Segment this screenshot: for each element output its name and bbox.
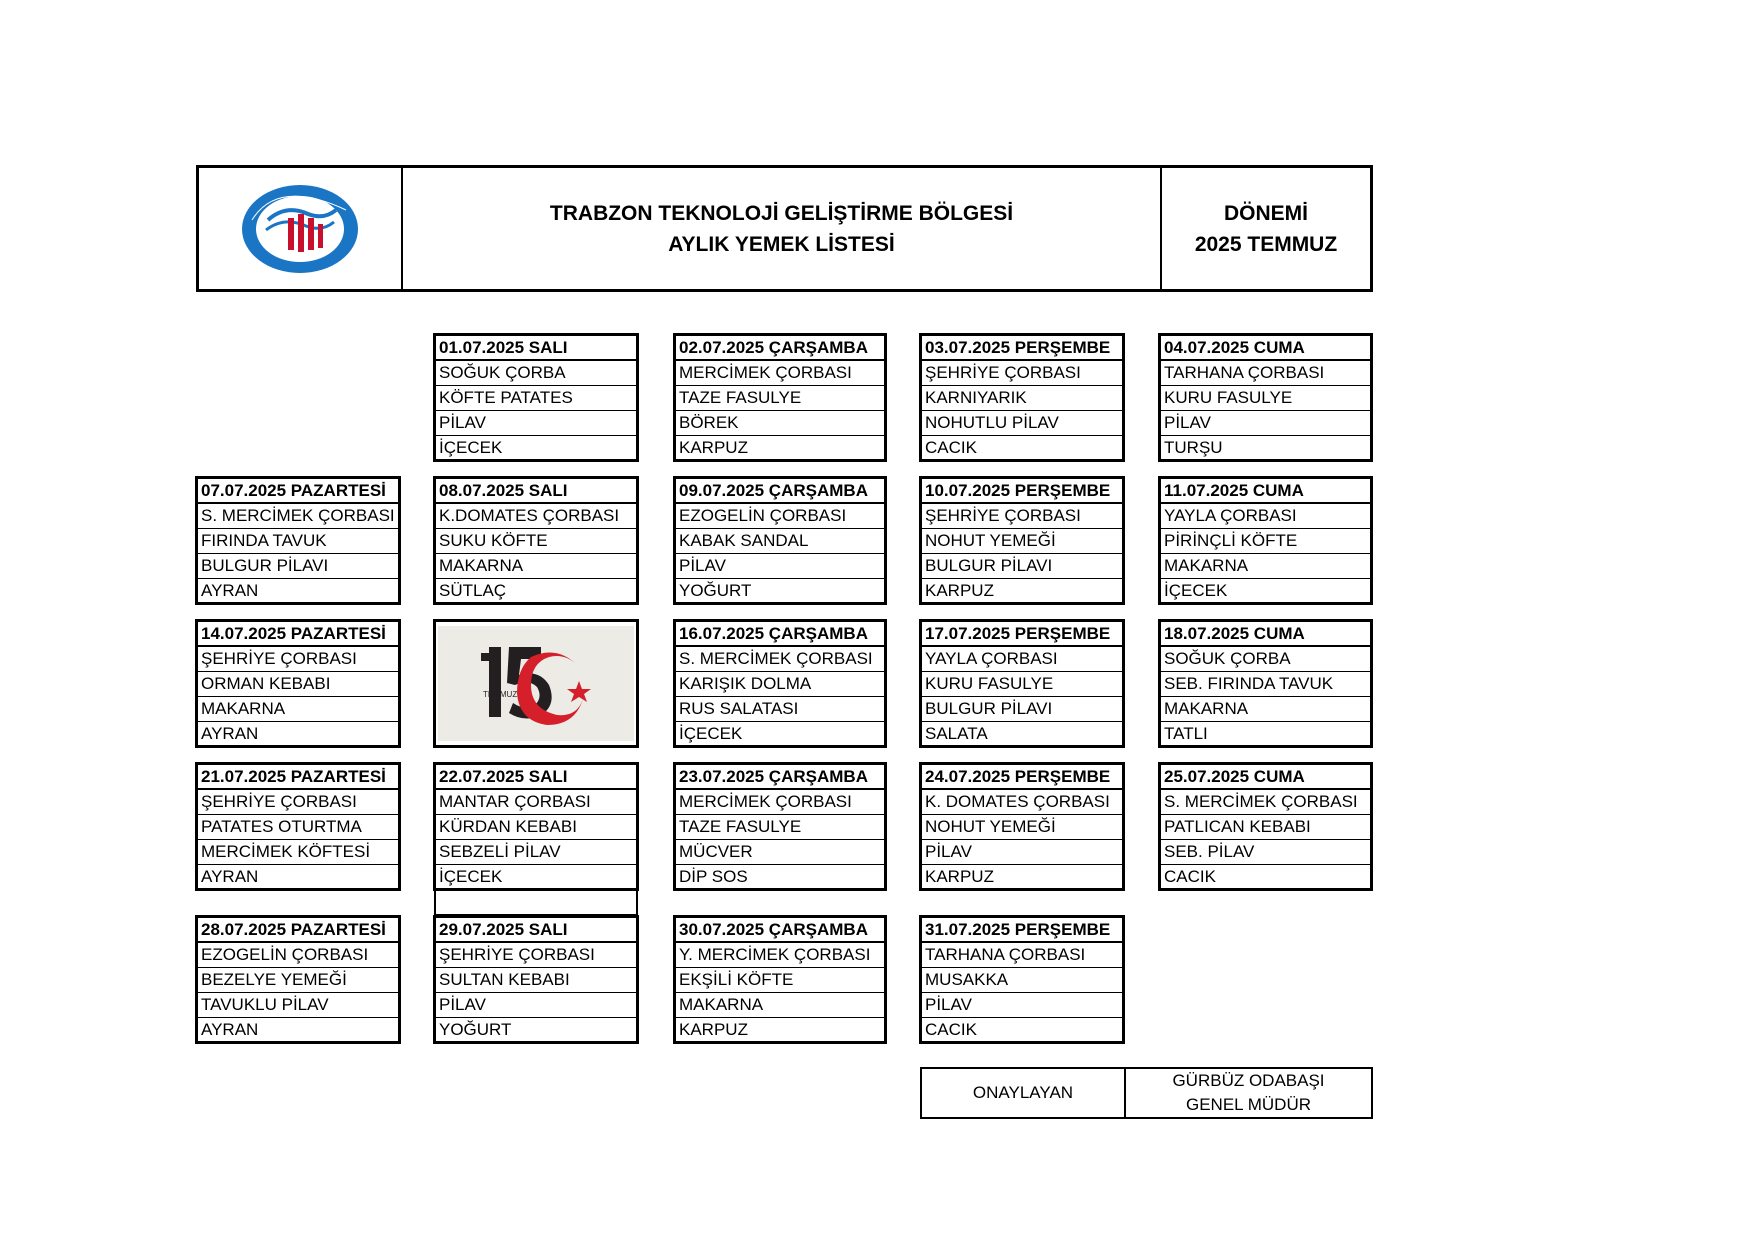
menu-item: SÜTLAÇ bbox=[439, 581, 507, 600]
day-date: 07.07.2025 PAZARTESİ bbox=[198, 479, 398, 504]
menu-item: TAVUKLU PİLAV bbox=[198, 993, 398, 1018]
empty-spacer-cell bbox=[434, 889, 638, 916]
menu-item: CACIK bbox=[925, 438, 977, 457]
period-label: DÖNEMİ bbox=[1224, 201, 1308, 225]
menu-item: MUSAKKA bbox=[922, 968, 1122, 993]
menu-item: MAKARNA bbox=[1161, 554, 1370, 579]
menu-item: KABAK SANDAL bbox=[676, 529, 884, 554]
day-date: 09.07.2025 ÇARŞAMBA bbox=[676, 479, 884, 504]
menu-item: SUKU KÖFTE bbox=[436, 529, 636, 554]
menu-item: NOHUT YEMEĞİ bbox=[922, 815, 1122, 840]
day-date: 31.07.2025 PERŞEMBE bbox=[922, 918, 1122, 943]
header-title-line2: AYLIK YEMEK LİSTESİ bbox=[668, 232, 895, 256]
menu-item: PATATES OTURTMA bbox=[198, 815, 398, 840]
menu-item: YAYLA ÇORBASI bbox=[1161, 504, 1370, 529]
day-box bbox=[673, 915, 887, 1044]
menu-item: ŞEHRİYE ÇORBASI bbox=[922, 504, 1122, 529]
header-title-line1: TRABZON TEKNOLOJİ GELİŞTİRME BÖLGESİ bbox=[549, 201, 1014, 225]
header-table bbox=[196, 165, 1373, 292]
menu-item: PİLAV bbox=[676, 554, 884, 579]
day-box bbox=[1158, 619, 1373, 748]
holiday-image bbox=[438, 626, 634, 741]
header-title-cell bbox=[403, 168, 1162, 289]
day-date: 29.07.2025 SALI bbox=[436, 918, 636, 943]
period-value: 2025 TEMMUZ bbox=[1194, 232, 1338, 256]
menu-item: MAKARNA bbox=[198, 697, 398, 722]
day-date: 17.07.2025 PERŞEMBE bbox=[922, 622, 1122, 647]
day-box bbox=[673, 619, 887, 748]
menu-item: YOĞURT bbox=[679, 581, 752, 600]
menu-item: PATLICAN KEBABI bbox=[1161, 815, 1370, 840]
menu-item: NOHUTLU PİLAV bbox=[922, 411, 1122, 436]
day-box bbox=[919, 915, 1125, 1044]
menu-item: ŞEHRİYE ÇORBASI bbox=[198, 647, 398, 672]
menu-item: MANTAR ÇORBASI bbox=[436, 790, 636, 815]
menu-item: Y. MERCİMEK ÇORBASI bbox=[676, 943, 884, 968]
day-box bbox=[433, 762, 639, 891]
menu-item: SEB. PİLAV bbox=[1161, 840, 1370, 865]
menu-item: SEBZELİ PİLAV bbox=[436, 840, 636, 865]
day-box bbox=[195, 915, 401, 1044]
menu-item: İÇECEK bbox=[1164, 581, 1228, 600]
menu-item: S. MERCİMEK ÇORBASI bbox=[198, 504, 398, 529]
day-box bbox=[1158, 762, 1373, 891]
day-date: 04.07.2025 CUMA bbox=[1161, 336, 1370, 361]
menu-item: PİLAV bbox=[922, 993, 1122, 1018]
menu-item: TAZE FASULYE bbox=[676, 815, 884, 840]
logo-cell bbox=[199, 168, 403, 289]
menu-item: CACIK bbox=[1164, 867, 1216, 886]
menu-item: S. MERCİMEK ÇORBASI bbox=[1161, 790, 1370, 815]
day-box bbox=[919, 476, 1125, 605]
menu-item: İÇECEK bbox=[439, 867, 503, 886]
menu-item: KARPUZ bbox=[925, 867, 994, 886]
day-box bbox=[195, 476, 401, 605]
menu-item: S. MERCİMEK ÇORBASI bbox=[676, 647, 884, 672]
day-date: 08.07.2025 SALI bbox=[436, 479, 636, 504]
menu-item: YOĞURT bbox=[439, 1020, 512, 1039]
menu-item: SEB. FIRINDA TAVUK bbox=[1161, 672, 1370, 697]
day-date: 03.07.2025 PERŞEMBE bbox=[922, 336, 1122, 361]
day-date: 16.07.2025 ÇARŞAMBA bbox=[676, 622, 884, 647]
menu-item: İÇECEK bbox=[679, 724, 743, 743]
trabzon-teknokent-logo bbox=[238, 180, 362, 278]
menu-item: TATLI bbox=[1164, 724, 1208, 743]
menu-item: K.DOMATES ÇORBASI bbox=[436, 504, 636, 529]
day-box bbox=[195, 762, 401, 891]
menu-item: FIRINDA TAVUK bbox=[198, 529, 398, 554]
menu-item: AYRAN bbox=[201, 581, 259, 600]
holiday-15-temmuz-box bbox=[433, 619, 639, 748]
day-box bbox=[195, 619, 401, 748]
menu-item: BULGUR PİLAVI bbox=[922, 697, 1122, 722]
menu-item: TURŞU bbox=[1164, 438, 1223, 457]
menu-item: ORMAN KEBABI bbox=[198, 672, 398, 697]
menu-item: K. DOMATES ÇORBASI bbox=[922, 790, 1122, 815]
header-period-cell bbox=[1162, 168, 1370, 289]
menu-item: RUS SALATASI bbox=[676, 697, 884, 722]
day-date: 10.07.2025 PERŞEMBE bbox=[922, 479, 1122, 504]
menu-item: ŞEHRİYE ÇORBASI bbox=[922, 361, 1122, 386]
day-date: 23.07.2025 ÇARŞAMBA bbox=[676, 765, 884, 790]
day-box bbox=[1158, 476, 1373, 605]
day-box bbox=[673, 476, 887, 605]
menu-item: PİLAV bbox=[922, 840, 1122, 865]
holiday-label: TEMMUZ bbox=[483, 689, 518, 699]
menu-item: BEZELYE YEMEĞİ bbox=[198, 968, 398, 993]
approval-signer bbox=[1126, 1069, 1371, 1117]
menu-item: MAKARNA bbox=[676, 993, 884, 1018]
menu-item: BÖREK bbox=[676, 411, 884, 436]
menu-item: AYRAN bbox=[201, 867, 259, 886]
menu-item: TARHANA ÇORBASI bbox=[1161, 361, 1370, 386]
menu-item: DİP SOS bbox=[679, 867, 748, 886]
menu-item: BULGUR PİLAVI bbox=[922, 554, 1122, 579]
menu-item: TARHANA ÇORBASI bbox=[922, 943, 1122, 968]
day-date: 01.07.2025 SALI bbox=[436, 336, 636, 361]
day-date: 14.07.2025 PAZARTESİ bbox=[198, 622, 398, 647]
day-date: 18.07.2025 CUMA bbox=[1161, 622, 1370, 647]
day-date: 25.07.2025 CUMA bbox=[1161, 765, 1370, 790]
menu-item: EKŞİLİ KÖFTE bbox=[676, 968, 884, 993]
day-date: 02.07.2025 ÇARŞAMBA bbox=[676, 336, 884, 361]
menu-item: MÜCVER bbox=[676, 840, 884, 865]
menu-item: ŞEHRİYE ÇORBASI bbox=[436, 943, 636, 968]
menu-item: YAYLA ÇORBASI bbox=[922, 647, 1122, 672]
menu-item: KARPUZ bbox=[679, 438, 748, 457]
menu-item: KARPUZ bbox=[679, 1020, 748, 1039]
menu-item: SOĞUK ÇORBA bbox=[436, 361, 636, 386]
menu-item: SOĞUK ÇORBA bbox=[1161, 647, 1370, 672]
menu-item: NOHUT YEMEĞİ bbox=[922, 529, 1122, 554]
menu-item: PİLAV bbox=[436, 411, 636, 436]
day-box bbox=[433, 915, 639, 1044]
menu-item: KÖFTE PATATES bbox=[436, 386, 636, 411]
menu-item: SALATA bbox=[925, 724, 988, 743]
day-box bbox=[919, 333, 1125, 462]
menu-item: AYRAN bbox=[201, 1020, 259, 1039]
day-date: 30.07.2025 ÇARŞAMBA bbox=[676, 918, 884, 943]
approval-table bbox=[920, 1067, 1373, 1119]
menu-item: ŞEHRİYE ÇORBASI bbox=[198, 790, 398, 815]
day-box bbox=[673, 333, 887, 462]
menu-item: EZOGELİN ÇORBASI bbox=[198, 943, 398, 968]
menu-item: PİRİNÇLİ KÖFTE bbox=[1161, 529, 1370, 554]
approver-name: GÜRBÜZ ODABAŞI bbox=[1172, 1071, 1325, 1090]
menu-item: AYRAN bbox=[201, 724, 259, 743]
menu-item: TAZE FASULYE bbox=[676, 386, 884, 411]
day-date: 28.07.2025 PAZARTESİ bbox=[198, 918, 398, 943]
menu-item: CACIK bbox=[925, 1020, 977, 1039]
menu-item: MERCİMEK ÇORBASI bbox=[676, 790, 884, 815]
menu-item: MERCİMEK KÖFTESİ bbox=[198, 840, 398, 865]
menu-item: KARIŞIK DOLMA bbox=[676, 672, 884, 697]
day-box bbox=[919, 619, 1125, 748]
menu-item: PİLAV bbox=[436, 993, 636, 1018]
day-box bbox=[673, 762, 887, 891]
day-box bbox=[433, 333, 639, 462]
day-box bbox=[1158, 333, 1373, 462]
menu-item: MERCİMEK ÇORBASI bbox=[676, 361, 884, 386]
menu-item: KURU FASULYE bbox=[1161, 386, 1370, 411]
menu-item: KARNIYARIK bbox=[922, 386, 1122, 411]
approval-label: ONAYLAYAN bbox=[922, 1069, 1126, 1117]
menu-item: MAKARNA bbox=[436, 554, 636, 579]
day-date: 24.07.2025 PERŞEMBE bbox=[922, 765, 1122, 790]
menu-item: PİLAV bbox=[1161, 411, 1370, 436]
menu-item: KARPUZ bbox=[925, 581, 994, 600]
menu-item: MAKARNA bbox=[1161, 697, 1370, 722]
menu-item: KURU FASULYE bbox=[922, 672, 1122, 697]
menu-item: İÇECEK bbox=[439, 438, 503, 457]
day-date: 11.07.2025 CUMA bbox=[1161, 479, 1370, 504]
menu-item: EZOGELİN ÇORBASI bbox=[676, 504, 884, 529]
15-temmuz-emblem bbox=[461, 639, 611, 729]
day-box bbox=[919, 762, 1125, 891]
day-box bbox=[433, 476, 639, 605]
approver-title: GENEL MÜDÜR bbox=[1186, 1095, 1311, 1114]
menu-item: KÜRDAN KEBABI bbox=[436, 815, 636, 840]
menu-item: BULGUR PİLAVI bbox=[198, 554, 398, 579]
day-date: 22.07.2025 SALI bbox=[436, 765, 636, 790]
day-date: 21.07.2025 PAZARTESİ bbox=[198, 765, 398, 790]
menu-item: SULTAN KEBABI bbox=[436, 968, 636, 993]
